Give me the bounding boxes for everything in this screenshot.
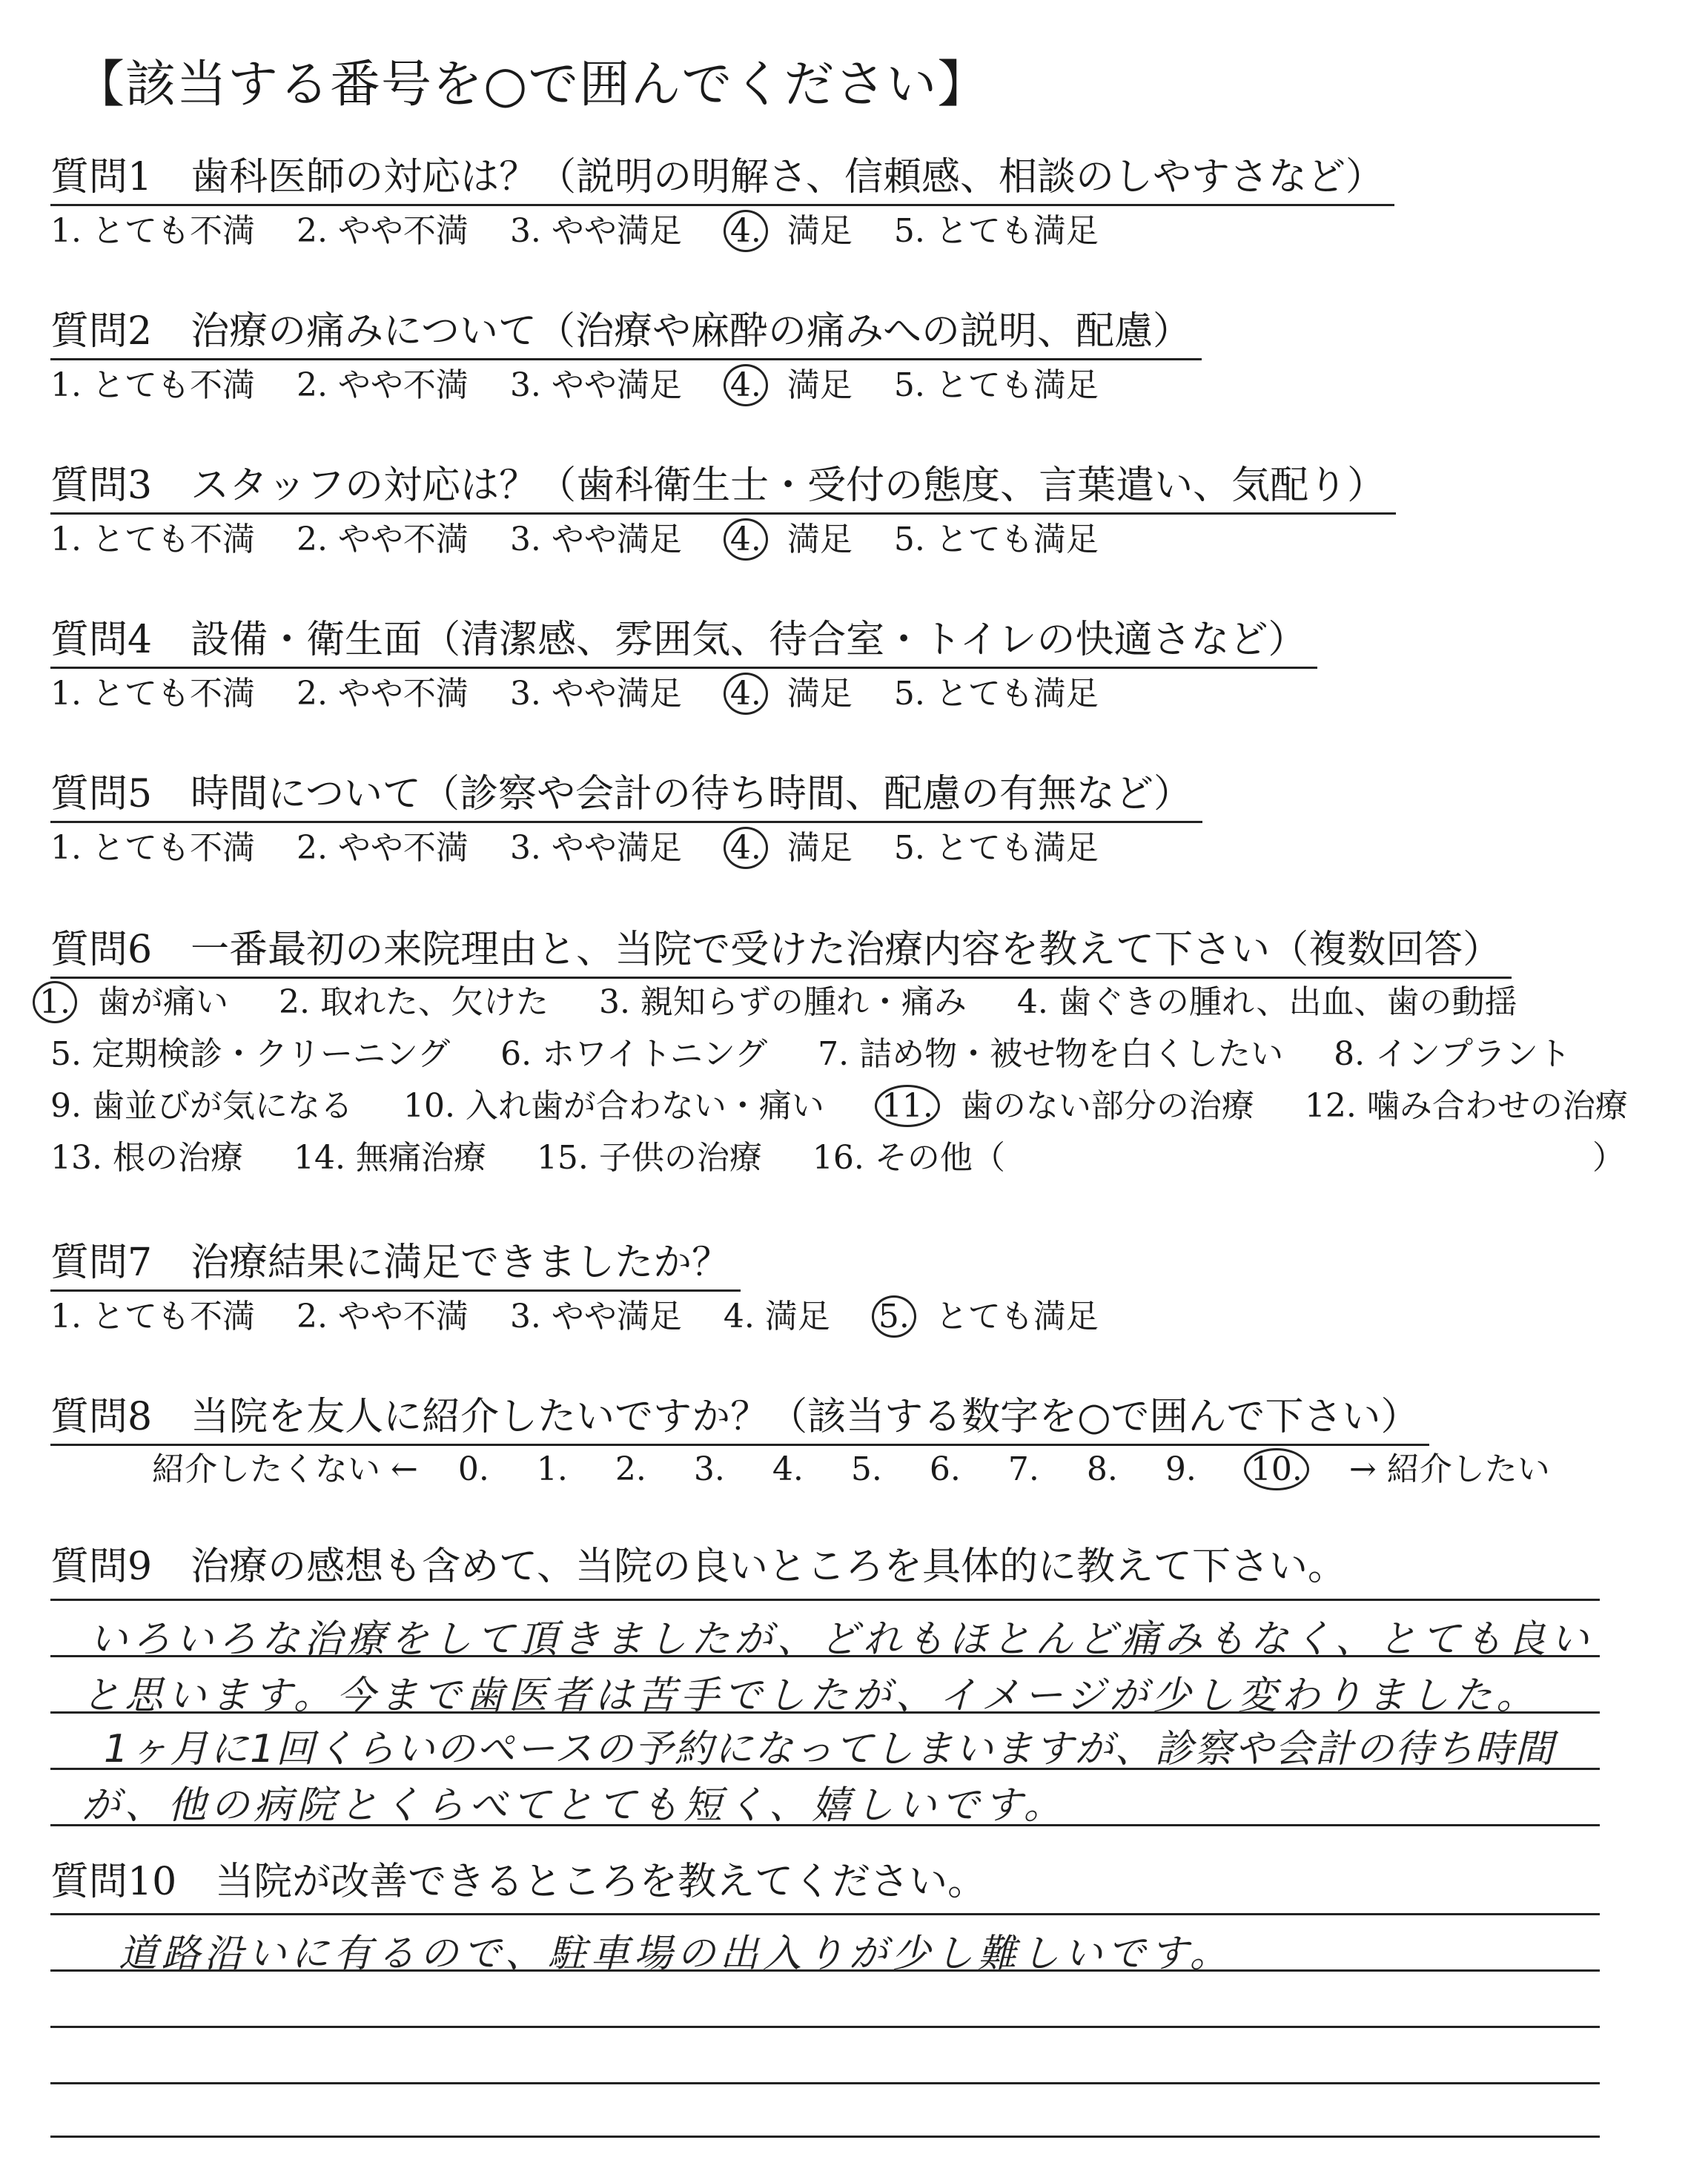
q8-number-4[interactable]: 4.	[772, 1450, 804, 1488]
question-2-label: 質問2 治療の痛みについて（治療や麻酔の痛みへの説明、配慮）	[50, 300, 1202, 360]
q8-number-5[interactable]: 5.	[850, 1450, 882, 1488]
q3-option-3[interactable]: 3. やや満足	[509, 521, 682, 558]
q9-answer-rule-1	[50, 1599, 1600, 1601]
q8-number-7[interactable]: 7.	[1007, 1450, 1039, 1488]
question-9-label: 質問9 治療の感想も含めて、当院の良いところを具体的に教えて下さい。	[50, 1545, 1347, 1589]
q7-option-3[interactable]: 3. やや満足	[509, 1298, 682, 1335]
q2-option-5[interactable]: 5. とても満足	[893, 366, 1099, 404]
q3-option-4-text: 満足	[787, 521, 853, 558]
q4-option-3[interactable]: 3. やや満足	[509, 675, 682, 713]
q6-option-11-text: 歯のない部分の治療	[960, 1087, 1254, 1125]
question-6-row-2	[50, 1027, 1611, 1074]
q9-answer-line-3: 1ヶ月に1回くらいのペースの予約になってしまいますが、診察や会計の待ち時間	[104, 1727, 1555, 1771]
q10-answer-rule-5	[50, 2136, 1600, 2138]
q10-answer-rule-4	[50, 2082, 1600, 2084]
q8-right-label: → 紹介したい	[1348, 1450, 1550, 1488]
question-5-options	[50, 821, 1130, 869]
q6-option-15[interactable]: 15. 子供の治療	[536, 1139, 762, 1177]
q5-option-1[interactable]: 1. とても不満	[50, 829, 255, 867]
q5-option-4-circled[interactable]: 4.	[724, 827, 768, 869]
question-10-label: 質問10 当院が改善できるところを教えてください。	[50, 1860, 987, 1904]
page-title: 【該当する番号を○で囲んでください】	[74, 56, 989, 114]
q6-option-6[interactable]: 6. ホワイトニング	[500, 1035, 768, 1073]
q6-option-3[interactable]: 3. 親知らずの腫れ・痛み	[598, 983, 967, 1021]
q6-option-10[interactable]: 10. 入れ歯が合わない・痛い	[403, 1087, 824, 1125]
q3-option-2[interactable]: 2. やや不満	[296, 521, 469, 558]
q6-option-4[interactable]: 4. 歯ぐきの腫れ、出血、歯の動揺	[1016, 983, 1517, 1021]
q8-number-8[interactable]: 8.	[1086, 1450, 1118, 1488]
q5-option-5[interactable]: 5. とても満足	[893, 829, 1099, 867]
q6-option-5[interactable]: 5. 定期検診・クリーニング	[50, 1035, 451, 1073]
q9-answer-line-1: いろいろな治療をして頂きましたが、どれもほとんど痛みもなく、とても良い	[89, 1617, 1593, 1662]
q8-number-2[interactable]: 2.	[615, 1450, 646, 1488]
q1-option-4-text: 満足	[787, 212, 853, 250]
q8-number-10-circled[interactable]: 10.	[1244, 1448, 1309, 1490]
q6-option-7[interactable]: 7. 詰め物・被せ物を白くしたい	[818, 1035, 1284, 1073]
q6-option-1-circled[interactable]: 1.	[33, 981, 77, 1023]
question-2-options	[50, 358, 1130, 406]
q2-option-4-circled[interactable]: 4.	[724, 364, 768, 406]
q6-option-8[interactable]: 8. インプラント	[1334, 1035, 1572, 1073]
q3-option-4-circled[interactable]: 4.	[724, 518, 768, 561]
question-6-row-3	[50, 1079, 1668, 1127]
q6-option-13[interactable]: 13. 根の治療	[50, 1139, 243, 1177]
question-8-label: 質問8 当院を友人に紹介したいですか？（該当する数字を○で囲んで下さい）	[50, 1385, 1429, 1446]
q2-option-3[interactable]: 3. やや満足	[509, 366, 682, 404]
q1-option-4-circled[interactable]: 4.	[724, 210, 768, 252]
question-4-options	[50, 667, 1130, 715]
q2-option-4-text: 満足	[787, 366, 853, 404]
question-1-label: 質問1 歯科医師の対応は？（説明の明解さ、信頼感、相談のしやすさなど）	[50, 145, 1394, 206]
q6-option-11-circled[interactable]: 11.	[875, 1085, 940, 1127]
question-6-row-4	[50, 1131, 1625, 1178]
q2-option-2[interactable]: 2. やや不満	[296, 366, 469, 404]
q8-number-0[interactable]: 0.	[457, 1450, 489, 1488]
question-7-label: 質問7 治療結果に満足できましたか？	[50, 1231, 741, 1292]
q6-other-close-paren: ）	[1592, 1139, 1625, 1177]
q7-option-1[interactable]: 1. とても不満	[50, 1298, 255, 1335]
q7-option-2[interactable]: 2. やや不満	[296, 1298, 469, 1335]
q2-option-1[interactable]: 1. とても不満	[50, 366, 255, 404]
q7-option-5-text: とても満足	[935, 1298, 1099, 1335]
q5-option-2[interactable]: 2. やや不満	[296, 829, 469, 867]
q7-option-5-circled[interactable]: 5.	[872, 1295, 916, 1338]
q8-left-label: 紹介したくない ←	[152, 1450, 418, 1488]
q7-option-4[interactable]: 4. 満足	[723, 1298, 830, 1335]
q6-option-2[interactable]: 2. 取れた、欠けた	[278, 983, 549, 1021]
q3-option-5[interactable]: 5. とても満足	[893, 521, 1099, 558]
q1-option-1[interactable]: 1. とても不満	[50, 212, 255, 250]
q4-option-4-text: 満足	[787, 675, 853, 713]
question-3-label: 質問3 スタッフの対応は？（歯科衛生士・受付の態度、言葉遣い、気配り）	[50, 454, 1396, 515]
q6-option-14[interactable]: 14. 無痛治療	[293, 1139, 486, 1177]
q6-option-16[interactable]: 16. その他（	[812, 1139, 1005, 1177]
question-8-scale	[152, 1442, 1550, 1490]
q10-answer-rule-3	[50, 2026, 1600, 2028]
q6-option-1-text: 歯が痛い	[97, 983, 228, 1021]
q3-option-1[interactable]: 1. とても不満	[50, 521, 255, 558]
q6-option-12[interactable]: 12. 噛み合わせの治療	[1304, 1087, 1628, 1125]
q8-number-1[interactable]: 1.	[536, 1450, 568, 1488]
q4-option-4-circled[interactable]: 4.	[724, 673, 768, 715]
q4-option-2[interactable]: 2. やや不満	[296, 675, 469, 713]
q4-option-5[interactable]: 5. とても満足	[893, 675, 1099, 713]
q8-number-3[interactable]: 3.	[693, 1450, 725, 1488]
q5-option-3[interactable]: 3. やや満足	[509, 829, 682, 867]
question-5-label: 質問5 時間について（診察や会計の待ち時間、配慮の有無など）	[50, 762, 1202, 823]
question-7-options	[50, 1289, 1130, 1338]
question-4-label: 質問4 設備・衛生面（清潔感、雰囲気、待合室・トイレの快適さなど）	[50, 608, 1317, 669]
q6-option-9[interactable]: 9. 歯並びが気になる	[50, 1087, 353, 1125]
q10-answer-line-1: 道路沿いに有るので、駐車場の出入りが少し難しいです。	[119, 1932, 1233, 1976]
question-1-options	[50, 204, 1130, 252]
q9-answer-line-2: と思います。今まで歯医者は苦手でしたが、イメージが少し変わりました。	[82, 1674, 1540, 1718]
question-3-options	[50, 512, 1130, 561]
q1-option-5[interactable]: 5. とても満足	[893, 212, 1099, 250]
question-6-row-1	[33, 975, 1558, 1023]
q8-number-6[interactable]: 6.	[929, 1450, 961, 1488]
q10-answer-rule-1	[50, 1913, 1600, 1915]
q9-answer-line-4: が、他の病院とくらべてとても短く、嬉しいです。	[82, 1783, 1067, 1828]
question-6-label: 質問6 一番最初の来院理由と、当院で受けた治療内容を教えて下さい（複数回答）	[50, 918, 1512, 979]
q8-number-9[interactable]: 9.	[1165, 1450, 1196, 1488]
q5-option-4-text: 満足	[787, 829, 853, 867]
q4-option-1[interactable]: 1. とても不満	[50, 675, 255, 713]
q1-option-3[interactable]: 3. やや満足	[509, 212, 682, 250]
q1-option-2[interactable]: 2. やや不満	[296, 212, 469, 250]
